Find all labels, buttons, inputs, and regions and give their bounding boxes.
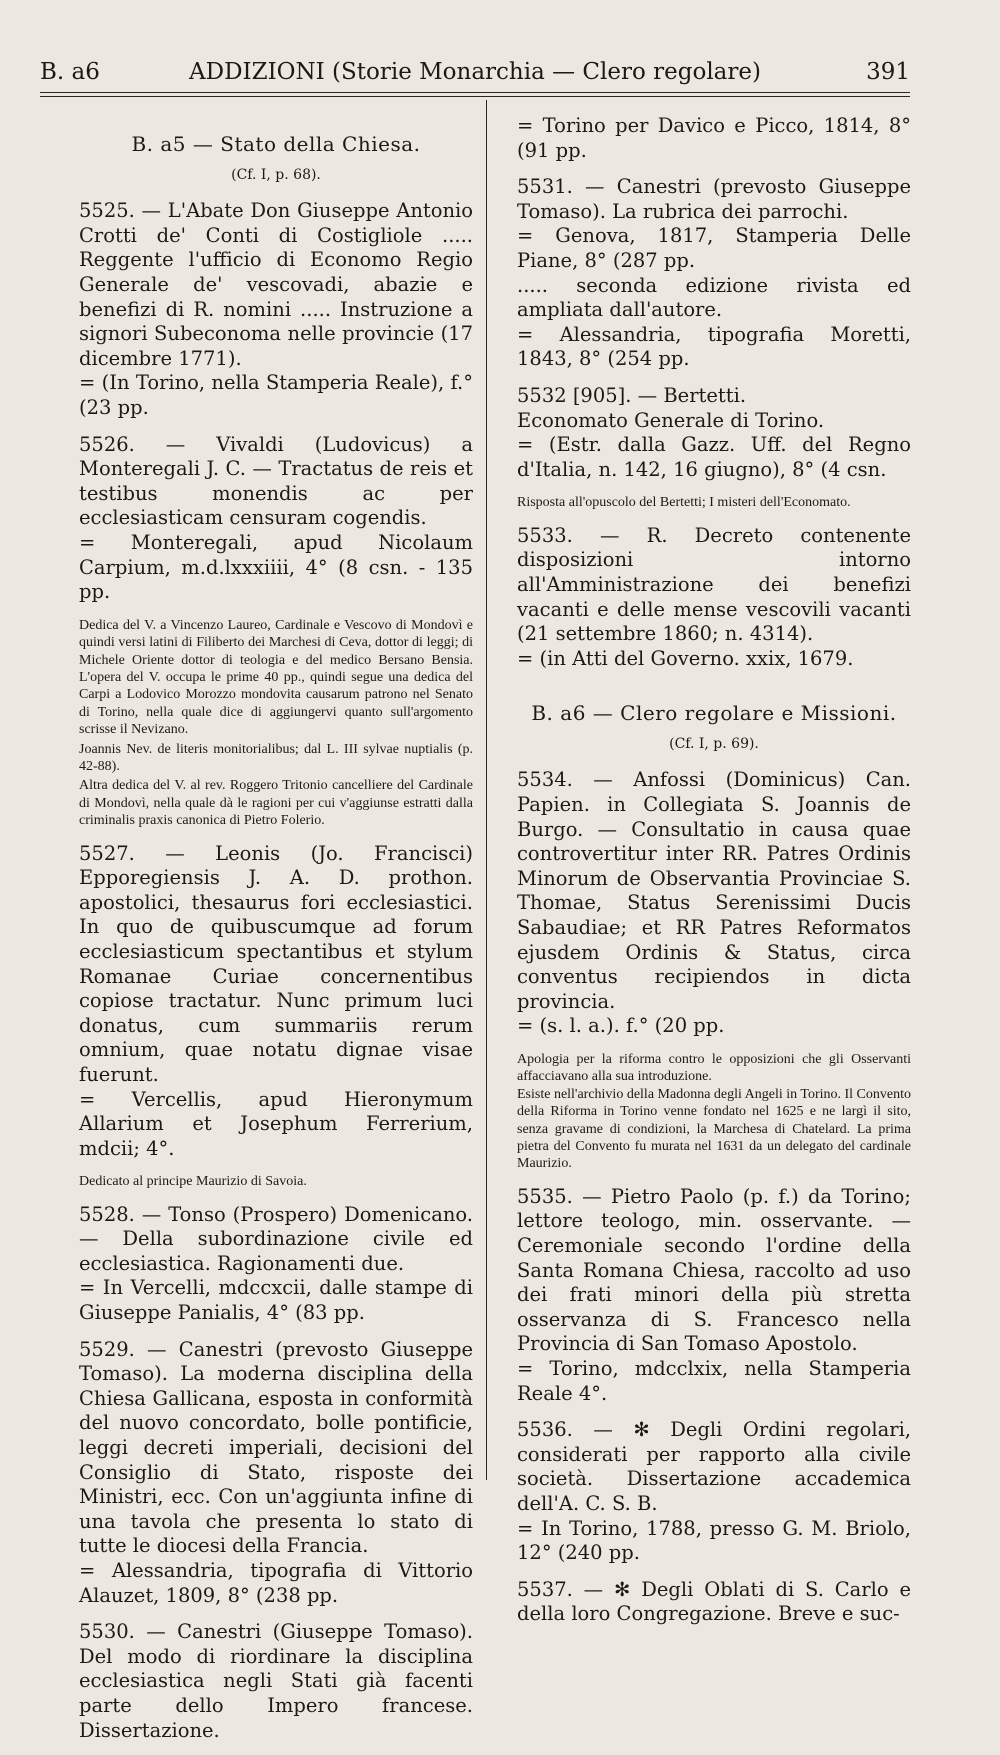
column-divider	[486, 100, 487, 1480]
entry-5535: 5535. — Pietro Paolo (p. f.) da Torino; lettore teologo, min. osservante. — Ceremoniale secondo l'ordine della Santa Romana Chiesa, raccolto ad uso dei frati minori della più stretta osservanza di S. Francesco nella Provincia di San Tomaso Apostolo. = Torino, mdcclxix, nella Stamperia Reale 4°.	[517, 1184, 911, 1405]
entry-5533: 5533. — R. Decreto contenente disposizioni intorno all'Amministrazione dei benefizi vacanti e delle mense vescovili vacanti (21 settembre 1860; n. 4314). = (in Atti del Governo. xxix, 1679.	[517, 523, 911, 670]
right-column	[517, 100, 911, 1639]
entry-5537: 5537. — ✻ Degli Oblati di S. Carlo e della loro Congregazione. Breve e suc-	[517, 1577, 911, 1626]
entry-5530: 5530. — Canestri (Giuseppe Tomaso). Del modo di riordinare la disciplina ecclesiastica negli Stati già facenti parte dello Impero francese. Dissertazione.	[79, 1620, 473, 1742]
page-number: 391	[866, 59, 910, 85]
note-5526: Dedica del V. a Vincenzo Laureo, Cardinale e Vescovo di Mondovì e quindi versi latini di Filiberto dei Marchesi di Ceva, dottor di leggi; di Michele Oriente dottor di teologia e del medico Bersano Bensia. L'opera del V. occupa le prime 40 pp., quindi segue una dedica del Carpi a Lodovico Morozzo mondovita causarum patrono nel Senato di Torino, nella quale dice di aggiungervi quanto sull'argomento scrisse il Nevizano.	[79, 617, 473, 738]
entry-5528: 5528. — Tonso (Prospero) Domenicano. — Della subordinazione civile ed ecclesiastica. Ragionamenti due. = In Vercelli, mdccxcii, dalle stampe di Giuseppe Panialis, 4° (83 pp.	[79, 1202, 473, 1325]
note-5532: Risposta all'opuscolo del Bertetti; I misteri dell'Economato.	[517, 495, 851, 511]
note-5527: Dedicato al principe Maurizio di Savoia.	[79, 1174, 307, 1190]
section-title: B. a5 — Stato della Chiesa.	[131, 132, 421, 156]
entry-5525: 5525. — L'Abate Don Giuseppe Antonio Crotti de' Conti di Costigliole ..... Reggente l'ufficio di Economo Regio Generale de' vescovadi, abazie e benefizi di R. nomini ..... Instruzione a signori Subeconoma nelle provincie (17 dicembre 1771). = (In Torino, nella Stamperia Reale), f.° (23 pp.	[79, 199, 473, 419]
entry-5529: 5529. — Canestri (prevosto Giuseppe Tomaso). La moderna disciplina della Chiesa Gallicana, esposta in conformità del nuovo concordato, bolle pontificie, leggi decreti imperiali, decisioni del Consiglio di Stato, risposte dei Ministri, ecc. Con un'aggiunta infine di una tavola che presenta lo stato di tutte le diocesi della Francia. = Alessandria, tipografia di Vittorio Alauzet, 1809, 8° (238 pp.	[79, 1337, 473, 1607]
entry-5534: 5534. — Anfossi (Dominicus) Can. Papien. in Collegiata S. Joannis de Burgo. — Consultatio in causa quae controvertitur inter RR. Patres Ordinis Minorum de Observantia Provinciae S. Thomae, Status Serenissimi Ducis Sabaudiae; et RR Patres Reformatos ejusdem Ordinis & Status, circa conventus recipiendos in dicta provincia. = (s. l. a.). f.° (20 pp.	[517, 768, 911, 1038]
entry-5532: 5532 [905]. — Bertetti. Economato Generale di Torino. = (Estr. dalla Gazz. Uff. del Regno d'Italia, n. 142, 16 giugno), 8° (4 csn.	[517, 383, 911, 481]
entry-5526: 5526. — Vivaldi (Ludovicus) a Monteregali J. C. — Tractatus de reis et testibus monendis ac per ecclesiasticam censuram cogendis. = Monteregali, apud Nicolaum Carpium, m.d.lxxxiiii, 4° (8 csn. - 135 pp.	[79, 432, 473, 604]
note-5534: Apologia per la riforma contro le opposizioni che gli Osservanti affacciavano alla sua introduzione. Esiste nell'archivio della Madonna degli Angeli in Torino. Il Convento della Riforma in Torino venne fondato nel 1625 e ne largì il sito, senza gravame di condizioni, la Marchesa di Chatelard. La prima pietra del Convento fu murata nel 1631 da un delegato del cardinale Maurizio.	[517, 1052, 911, 1172]
section-reference: (Cf. I, p. 68).	[231, 166, 321, 183]
entry-5527: 5527. — Leonis (Jo. Francisci) Epporegiensis J. A. D. prothon. apostolici, thesaurus fori ecclesiastici. In quo de quibuscumque ad forum ecclesiasticum spectantibus et stylum Romanae Curiae concernentibus copiose tractatur. Nunc primum luci donatus, cum summariis rerum omnium, quae notatu dignae visae fuerunt. = Vercellis, apud Hieronymum Allarium et Josephum Ferrerium, mdcii; 4°.	[79, 841, 473, 1160]
header-section-mark: B. a6	[40, 59, 100, 85]
running-header	[40, 52, 910, 92]
header-title: ADDIZIONI (Storie Monarchia — Clero regolare)	[189, 59, 761, 85]
header-rule-double	[40, 96, 910, 97]
entry-5530-continued: = Torino per Davico e Picco, 1814, 8° (91 pp.	[517, 114, 911, 162]
note-5526-dedication: Altra dedica del V. al rev. Roggero Tritonio cancelliere del Cardinale di Mondovì, nella quale dà le ragioni per cui v'aggiunse estratti dalla criminalis praxis canonica di Pietro Folerio.	[79, 778, 473, 829]
note-5526-source: Joannis Nev. de literis monitorialibus; dal L. III sylvae nuptialis (p. 42-88).	[79, 741, 473, 774]
entry-5536: 5536. — ✻ Degli Ordini regolari, considerati per rapporto alla civile società. Dissertazione accademica dell'A. C. S. B. = In Torino, 1788, presso G. M. Briolo, 12° (240 pp.	[517, 1418, 911, 1565]
left-column	[79, 100, 473, 1755]
entry-5531: 5531. — Canestri (prevosto Giuseppe Tomaso). La rubrica dei parrochi. = Genova, 1817, Stamperia Delle Piane, 8° (287 pp. ..... seconda edizione rivista ed ampliata dall'autore. = Alessandria, tipografia Moretti, 1843, 8° (254 pp.	[517, 175, 911, 371]
header-rule	[40, 92, 910, 93]
section-reference-clero: (Cf. I, p. 69).	[669, 735, 759, 752]
section-title-clero: B. a6 — Clero regolare e Missioni.	[531, 701, 897, 726]
